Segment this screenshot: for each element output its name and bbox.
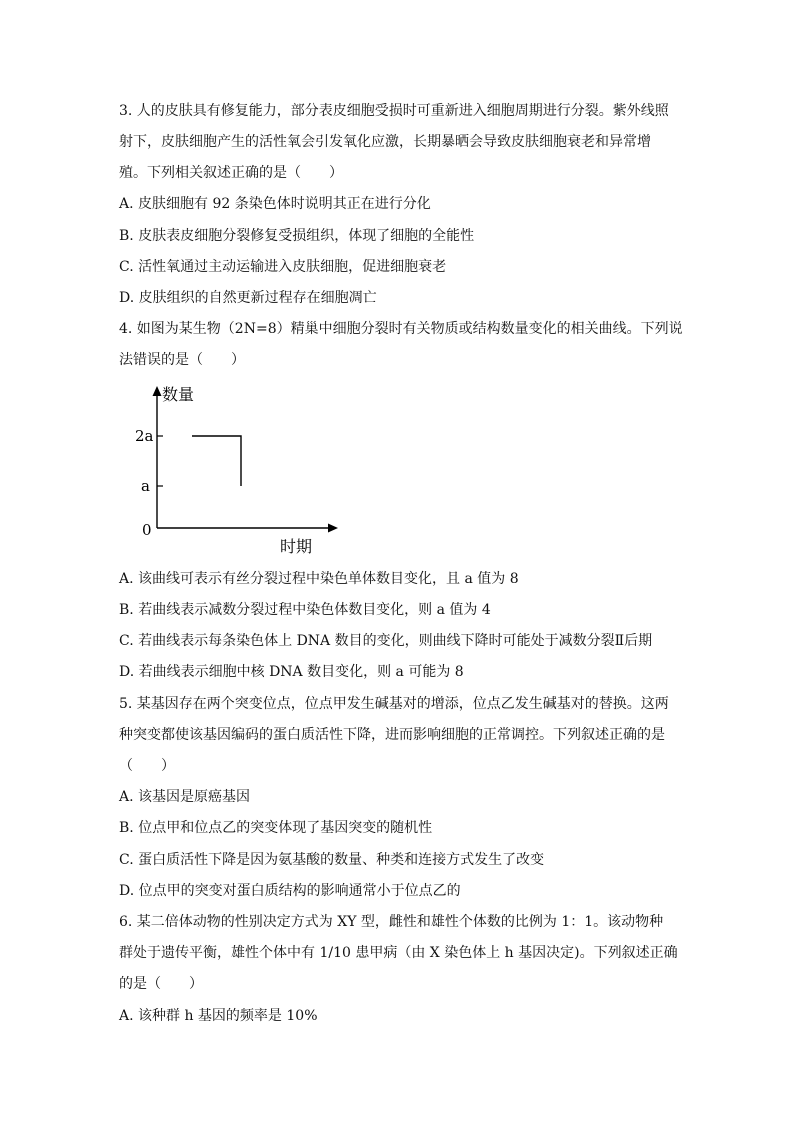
q4-curve xyxy=(192,436,241,486)
y-tick-label-a: a xyxy=(141,477,150,495)
q5-option-d: D. 位点甲的突变对蛋白质结构的影响通常小于位点乙的 xyxy=(119,883,461,899)
q4-graph-svg xyxy=(120,376,350,556)
x-axis-label: 时期 xyxy=(280,537,313,556)
q6-stem-line-1: 6. 某二倍体动物的性别决定方式为 XY 型，雌性和雄性个体数的比例为 1：1。该动物种 xyxy=(119,914,664,930)
q6-stem-line-2: 群处于遗传平衡，雄性个体中有 1/10 患甲病（由 X 染色体上 h 基因决定)。下列叙述正确 xyxy=(119,945,678,961)
q4-stem-line-1: 4. 如图为某生物（2N=8）精巢中细胞分裂时有关物质或结构数量变化的相关曲线。下列说 xyxy=(119,321,683,337)
q5-stem-line-3: （ ） xyxy=(119,758,175,774)
q3-option-a: A. 皮肤细胞有 92 条染色体时说明其正在进行分化 xyxy=(119,196,431,212)
q3-option-b: B. 皮肤表皮细胞分裂修复受损组织，体现了细胞的全能性 xyxy=(119,228,475,244)
x-axis-arrow-icon xyxy=(328,524,338,533)
q3-stem-line-1: 3. 人的皮肤具有修复能力，部分表皮细胞受损时可重新进入细胞周期进行分裂。紫外线照 xyxy=(119,103,669,119)
q4-option-c: C. 若曲线表示每条染色体上 DNA 数目的变化，则曲线下降时可能处于减数分裂Ⅱ后期 xyxy=(119,633,653,649)
q4-graph xyxy=(120,376,350,556)
q3-option-d: D. 皮肤组织的自然更新过程存在细胞凋亡 xyxy=(119,290,377,306)
q4-option-b: B. 若曲线表示减数分裂过程中染色体数目变化，则 a 值为 4 xyxy=(119,602,491,618)
origin-label: 0 xyxy=(142,521,152,539)
q6-stem-line-3: 的是（ ） xyxy=(119,976,203,992)
q3-stem-line-3: 殖。下列相关叙述正确的是（ ） xyxy=(119,165,343,181)
y-axis-arrow-icon xyxy=(153,386,162,396)
q6-option-a: A. 该种群 h 基因的频率是 10% xyxy=(119,1008,318,1024)
q5-option-c: C. 蛋白质活性下降是因为氨基酸的数量、种类和连接方式发生了改变 xyxy=(119,852,545,868)
q5-option-a: A. 该基因是原癌基因 xyxy=(119,789,251,805)
q4-option-d: D. 若曲线表示细胞中核 DNA 数目变化，则 a 可能为 8 xyxy=(119,664,464,680)
q4-stem-line-2: 法错误的是（ ） xyxy=(119,352,245,368)
q3-stem-line-2: 射下，皮肤细胞产生的活性氧会引发氧化应激，长期暴晒会导致皮肤细胞衰老和异常增 xyxy=(119,134,651,150)
y-axis-label: 数量 xyxy=(162,385,195,404)
q5-stem-line-1: 5. 某基因存在两个突变位点，位点甲发生碱基对的增添，位点乙发生碱基对的替换。这两 xyxy=(119,696,669,712)
q4-option-a: A. 该曲线可表示有丝分裂过程中染色单体数目变化，且 a 值为 8 xyxy=(119,571,519,587)
q5-stem-line-2: 种突变都使该基因编码的蛋白质活性下降，进而影响细胞的正常调控。下列叙述正确的是 xyxy=(119,727,665,743)
q5-option-b: B. 位点甲和位点乙的突变体现了基因突变的随机性 xyxy=(119,820,433,836)
y-tick-label-2a: 2a xyxy=(135,427,154,445)
q3-option-c: C. 活性氧通过主动运输进入皮肤细胞，促进细胞衰老 xyxy=(119,259,447,275)
